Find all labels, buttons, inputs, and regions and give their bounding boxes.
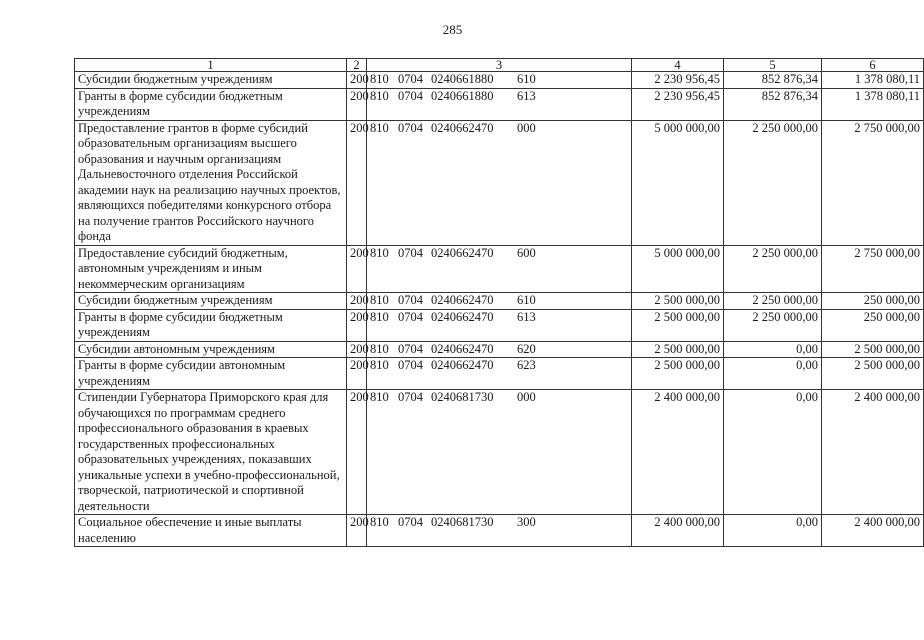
row-code-group: 810 [370,88,389,103]
row-code-section: 0704 [398,515,423,529]
table-row [75,120,924,245]
row-name: Гранты в форме субсидии бюджетным учреждениям [75,309,347,341]
row-code-group: 810 [370,72,389,86]
row-code [367,293,632,310]
row-name: Стипендии Губернатора Приморского края для обучающихся по программам среднего профессионального образования в краевых государственных профессиональных образовательных учреждениях, показавших уникальные успехи в учебно-профессиональной, творческой, патриотической и спортивной деятельности [75,390,347,515]
row-code-group: 810 [370,245,389,260]
row-code-article: 0240662470 [431,309,494,324]
row-code-article: 0240662470 [431,341,494,356]
row-name: Социальное обеспечение и иные выплаты населению [75,515,347,547]
row-code-type: 300 [517,515,536,529]
row-code-article: 0240662470 [431,293,494,307]
row-col2: 200 [347,88,367,120]
table-row [75,341,924,358]
row-col2: 200 [347,341,367,358]
row-code [367,245,632,293]
row-code-section: 0704 [398,358,423,372]
row-code-section: 0704 [398,293,423,307]
table-row [75,358,924,390]
row-code-type: 613 [517,309,536,324]
row-value-6: 2 750 000,00 [822,245,924,293]
row-value-5: 2 250 000,00 [724,120,822,245]
row-value-4: 2 500 000,00 [632,293,724,310]
row-code-group: 810 [370,358,389,372]
row-value-6: 1 378 080,11 [822,88,924,120]
header-col-2: 2 [347,59,367,72]
row-code-type: 000 [517,390,536,404]
row-code-type: 600 [517,245,536,260]
row-value-4: 2 500 000,00 [632,309,724,341]
row-code-article: 0240681730 [431,515,494,529]
row-value-4: 2 400 000,00 [632,390,724,515]
row-value-5: 2 250 000,00 [724,293,822,310]
table-row [75,293,924,310]
row-col2: 200 [347,515,367,547]
row-code [367,390,632,515]
row-name: Субсидии автономным учреждениям [75,341,347,358]
row-code-article: 0240661880 [431,72,494,86]
row-code-type: 610 [517,293,536,307]
row-code [367,120,632,245]
row-code-group: 810 [370,293,389,307]
row-code [367,358,632,390]
row-value-6: 250 000,00 [822,293,924,310]
row-value-6: 2 750 000,00 [822,120,924,245]
row-code-section: 0704 [398,245,423,260]
row-value-4: 2 400 000,00 [632,515,724,547]
row-code-type: 623 [517,358,536,372]
row-code-section: 0704 [398,341,423,356]
row-value-5: 0,00 [724,341,822,358]
header-row [75,59,924,72]
row-value-5: 852 876,34 [724,88,822,120]
row-code-section: 0704 [398,88,423,103]
header-col-6: 6 [822,59,924,72]
table-row [75,309,924,341]
row-value-6: 250 000,00 [822,309,924,341]
header-col-3: 3 [367,59,632,72]
row-value-4: 5 000 000,00 [632,245,724,293]
row-code [367,88,632,120]
row-code [367,341,632,358]
row-value-4: 5 000 000,00 [632,120,724,245]
page-number: 285 [442,22,463,37]
row-col2: 200 [347,293,367,310]
row-value-6: 2 400 000,00 [822,515,924,547]
row-name: Предоставление грантов в форме субсидий образовательным организациям высшего образования и научным организациям Дальневосточного отделения Российской академии наук на реализацию научных проектов, являющихся победителями конкурсного отбора на получение грантов Российского научного фонда [75,120,347,245]
row-col2: 200 [347,309,367,341]
row-value-6: 2 400 000,00 [822,390,924,515]
row-code-section: 0704 [398,72,423,86]
row-value-6: 1 378 080,11 [822,72,924,89]
table-row [75,515,924,547]
row-code-group: 810 [370,390,389,404]
row-value-4: 2 230 956,45 [632,72,724,89]
row-value-6: 2 500 000,00 [822,358,924,390]
row-code-group: 810 [370,515,389,529]
row-value-5: 2 250 000,00 [724,309,822,341]
row-code-type: 613 [517,88,536,103]
row-code [367,72,632,89]
table-row [75,390,924,515]
row-value-5: 0,00 [724,390,822,515]
row-col2: 200 [347,390,367,515]
row-code-article: 0240681730 [431,390,494,404]
row-code-group: 810 [370,309,389,324]
row-col2: 200 [347,120,367,245]
row-code-section: 0704 [398,309,423,324]
row-col2: 200 [347,245,367,293]
row-code-article: 0240661880 [431,88,494,103]
table-row [75,72,924,89]
row-code-type: 610 [517,72,536,86]
row-name: Гранты в форме субсидии бюджетным учреждениям [75,88,347,120]
row-code-article: 0240662470 [431,245,494,260]
row-code-section: 0704 [398,390,423,404]
row-value-6: 2 500 000,00 [822,341,924,358]
row-code [367,515,632,547]
row-value-4: 2 230 956,45 [632,88,724,120]
row-code-group: 810 [370,120,389,135]
row-name: Субсидии бюджетным учреждениям [75,293,347,310]
row-value-4: 2 500 000,00 [632,358,724,390]
row-value-5: 0,00 [724,515,822,547]
row-code [367,309,632,341]
table-row [75,88,924,120]
row-code-type: 000 [517,120,536,135]
header-col-5: 5 [724,59,822,72]
header-col-1: 1 [75,59,347,72]
row-name: Предоставление субсидий бюджетным, автономным учреждениям и иным некоммерческим организациям [75,245,347,293]
row-code-section: 0704 [398,120,423,135]
row-col2: 200 [347,358,367,390]
header-col-4: 4 [632,59,724,72]
row-value-4: 2 500 000,00 [632,341,724,358]
row-value-5: 2 250 000,00 [724,245,822,293]
row-value-5: 852 876,34 [724,72,822,89]
row-code-type: 620 [517,341,536,356]
row-code-article: 0240662470 [431,358,494,372]
row-name: Субсидии бюджетным учреждениям [75,72,347,89]
budget-table [74,58,924,547]
table-row [75,245,924,293]
row-code-group: 810 [370,341,389,356]
row-value-5: 0,00 [724,358,822,390]
row-name: Гранты в форме субсидии автономным учреждениям [75,358,347,390]
row-code-article: 0240662470 [431,120,494,135]
row-col2: 200 [347,72,367,89]
